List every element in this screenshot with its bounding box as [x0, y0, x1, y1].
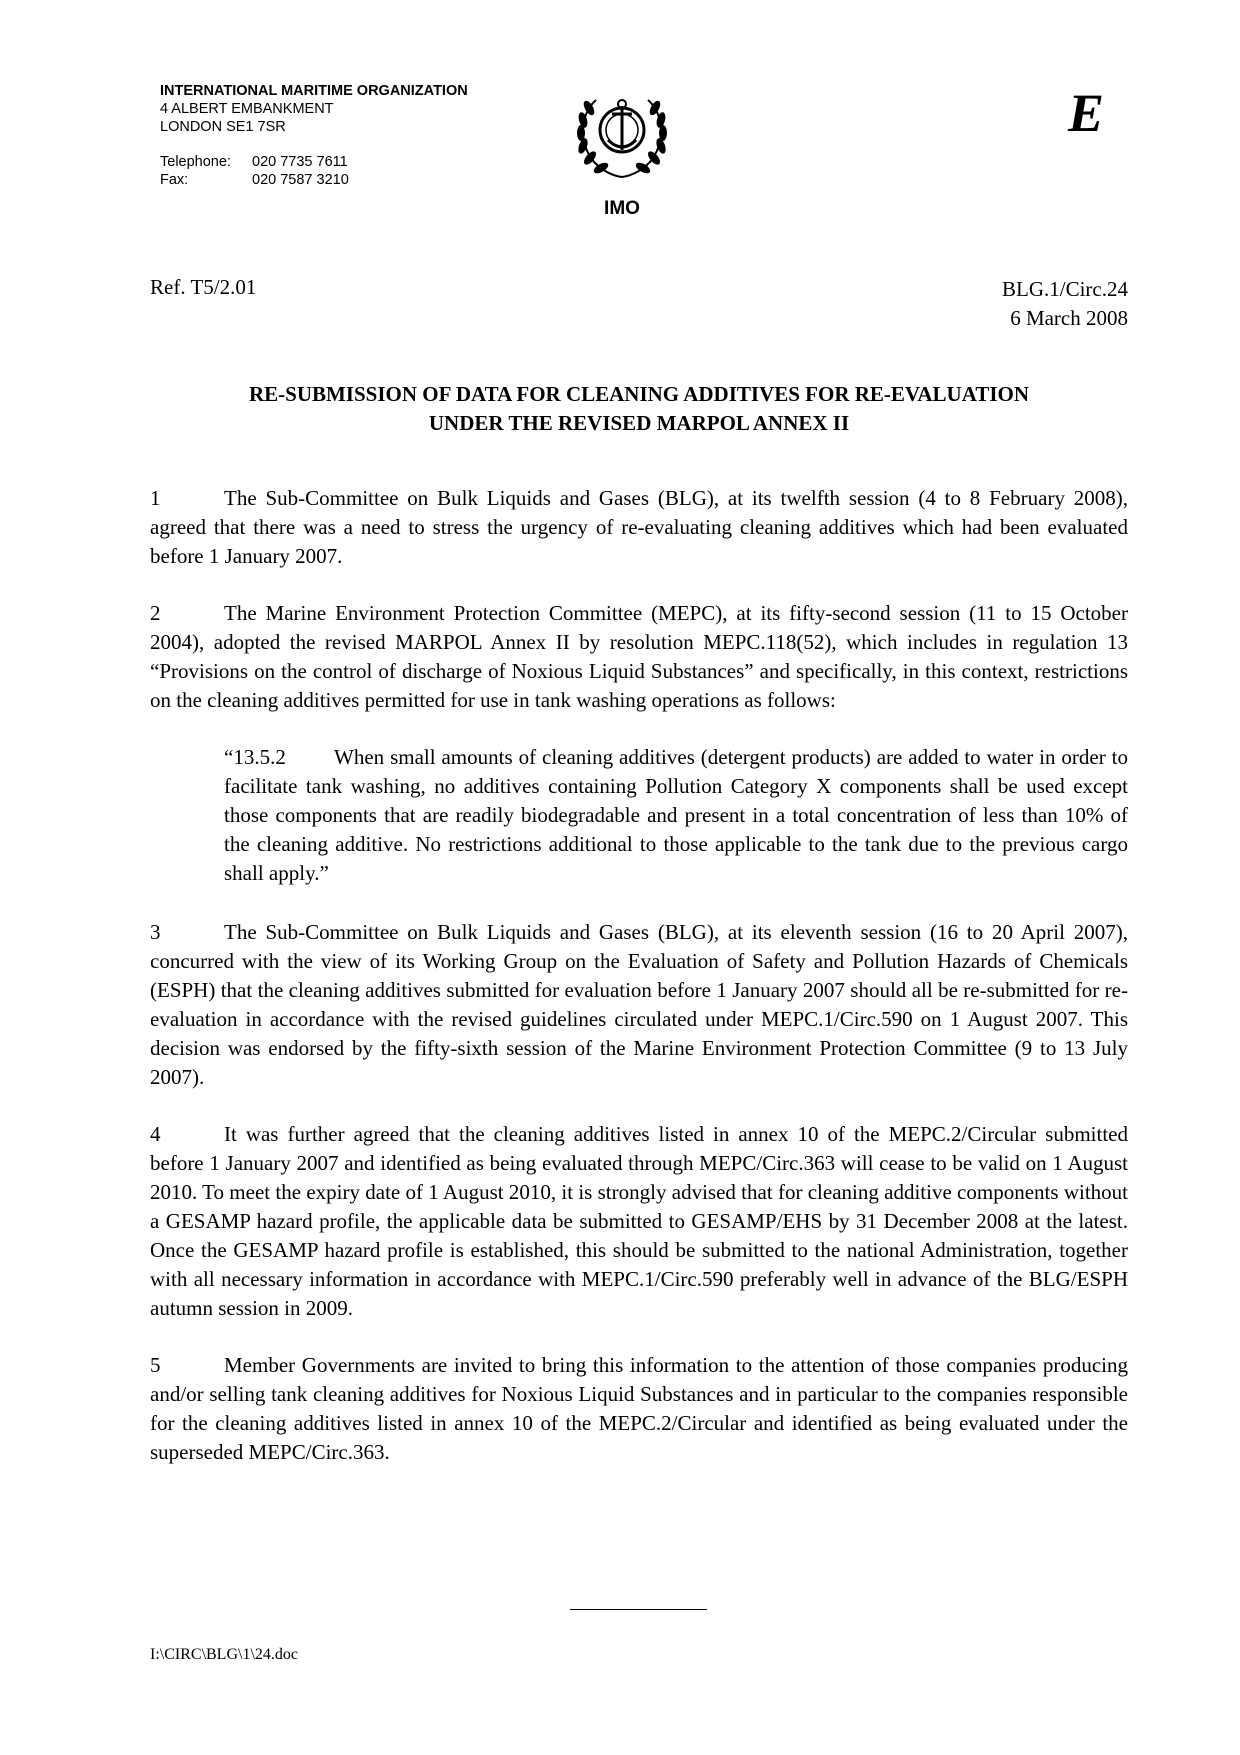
paragraph-2 [150, 599, 1128, 715]
paragraph-1 [150, 484, 1128, 571]
paragraph-number: 3 [150, 920, 161, 944]
paragraph-text: Member Governments are invited to bring this information to the attention of those companies producing and/or selling tank cleaning additives for Noxious Liquid Substances and in particular to the companies responsible for the cleaning additives listed in annex 10 of the MEPC.2/Circular and identified as being evaluated under the superseded MEPC/Circ.363. [150, 1353, 1128, 1464]
end-divider [570, 1609, 707, 1610]
document-metadata [1002, 275, 1128, 333]
address-line: 4 ALBERT EMBANKMENT [160, 101, 334, 117]
quote-number: “13.5.2 [224, 745, 286, 769]
paragraph-text: The Sub-Committee on Bulk Liquids and Gases (BLG), at its twelfth session (4 to 8 February 2008), agreed that there was a need to stress the urgency of re-evaluating cleaning additives which had been evaluated before 1 January 2007. [150, 486, 1128, 568]
organization-name: INTERNATIONAL MARITIME ORGANIZATION [160, 83, 468, 99]
organization-header [160, 82, 468, 189]
imo-logo-text: IMO [604, 198, 640, 219]
paragraph-number: 5 [150, 1353, 161, 1377]
imo-emblem-logo [562, 86, 682, 186]
address-line: LONDON SE1 7SR [160, 119, 286, 135]
regulation-quote [224, 743, 1128, 888]
paragraph-number: 4 [150, 1122, 161, 1146]
reference-number: Ref. T5/2.01 [150, 275, 257, 299]
paragraph-text: It was further agreed that the cleaning additives listed in annex 10 of the MEPC.2/Circular submitted before 1 January 2007 and identified as being evaluated through MEPC/Circ.363 will cease to be valid on 1 August 2010. To meet the expiry date of 1 August 2010, it is strongly advised that for cleaning additive components without a GESAMP hazard profile, the applicable data be submitted to GESAMP/EHS by 31 December 2008 at the latest. Once the GESAMP hazard profile is established, this should be submitted to the national Administration, together with all necessary information in accordance with MEPC.1/Circ.590 preferably well in advance of the BLG/ESPH autumn session in 2009. [150, 1122, 1128, 1320]
document-body [150, 484, 1128, 1495]
paragraph-3 [150, 918, 1128, 1092]
telephone-label: Telephone: [160, 154, 231, 170]
paragraph-text: The Marine Environment Protection Committee (MEPC), at its fifty-second session (11 to 15 October 2004), adopted the revised MARPOL Annex II by resolution MEPC.118(52), which includes in regulation 13 “Provisions on the control of discharge of Noxious Liquid Substances” and specifically, in this context, restrictions on the cleaning additives permitted for use in tank washing operations as follows: [150, 601, 1128, 712]
paragraph-number: 2 [150, 601, 161, 625]
file-path-footer: I:\CIRC\BLG\1\24.doc [150, 1646, 298, 1663]
fax-label: Fax: [160, 172, 189, 188]
telephone-number: 020 7735 7611 [252, 154, 348, 170]
title-line: UNDER THE REVISED MARPOL ANNEX II [428, 411, 850, 435]
document-title [150, 380, 1128, 438]
document-code: BLG.1/Circ.24 [1002, 277, 1128, 301]
contact-details [160, 153, 468, 189]
paragraph-4 [150, 1120, 1128, 1323]
paragraph-5 [150, 1351, 1128, 1467]
language-code: E [1068, 83, 1105, 143]
document-date: 6 March 2008 [1010, 306, 1128, 330]
title-line: RE-SUBMISSION OF DATA FOR CLEANING ADDITIVES FOR RE-EVALUATION [248, 382, 1030, 406]
fax-number: 020 7587 3210 [252, 172, 349, 188]
paragraph-number: 1 [150, 486, 161, 510]
quote-text: When small amounts of cleaning additives (detergent products) are added to water in order to facilitate tank washing, no additives containing Pollution Category X components shall be used except those components that are readily biodegradable and present in a total concentration of less than 10% of the cleaning additive. No restrictions additional to those applicable to the tank due to the previous cargo shall apply.” [224, 745, 1128, 885]
paragraph-text: The Sub-Committee on Bulk Liquids and Gases (BLG), at its eleventh session (16 to 20 April 2007), concurred with the view of its Working Group on the Evaluation of Safety and Pollution Hazards of Chemicals (ESPH) that the cleaning additives submitted for evaluation before 1 January 2007 should all be re-submitted for re-evaluation in accordance with the revised guidelines circulated under MEPC.1/Circ.590 on 1 August 2007. This decision was endorsed by the fifty-sixth session of the Marine Environment Protection Committee (9 to 13 July 2007). [150, 920, 1128, 1089]
